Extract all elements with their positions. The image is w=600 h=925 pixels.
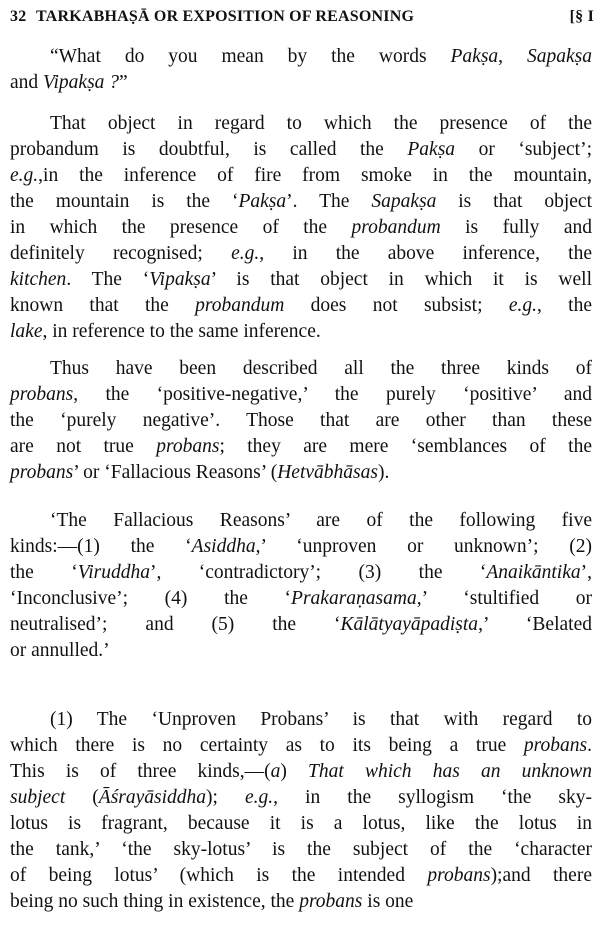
- text-run: ’ or ‘Fallacious Reasons’ (: [73, 462, 278, 483]
- text-run: , the: [536, 295, 592, 316]
- text-line: [10, 111, 592, 137]
- text-line: [10, 759, 592, 785]
- text-run: and: [10, 72, 44, 93]
- italic-text-run: subject: [10, 787, 66, 808]
- paragraph-fallacious-reasons: [10, 508, 592, 664]
- text-run: lotus is fragrant, because it is a lotus, like the lotus in: [10, 813, 592, 834]
- text-line: [10, 215, 592, 241]
- text-run: ).: [377, 462, 390, 483]
- italic-text-run: e.g.: [245, 787, 274, 808]
- text-run: ’, ‘contradictory’; (3) the ‘: [149, 562, 487, 583]
- paragraph-unproven-probans: [10, 707, 592, 915]
- text-run: ,’ ‘Belated: [478, 614, 592, 635]
- page-number: 32: [10, 8, 27, 25]
- italic-text-run: Anaikāntika: [486, 562, 581, 583]
- italic-text-run: probans: [299, 891, 363, 912]
- text-line: [10, 560, 592, 586]
- italic-text-run: Āśrayāsiddha: [98, 787, 207, 808]
- text-run: the mountain is the ‘: [10, 191, 239, 212]
- text-run: , the ‘positive-negative,’ the purely ‘positive’ and: [73, 384, 592, 405]
- italic-text-run: Sapakṣa: [371, 191, 437, 212]
- italic-text-run: probandum: [351, 217, 441, 238]
- text-run: (1) The ‘Unproven Probans’ is that with regard to: [50, 709, 592, 730]
- text-run: ,’ ‘unproven or unknown’; (2): [255, 536, 592, 557]
- text-run: are not true: [10, 436, 157, 457]
- text-line: [10, 612, 592, 638]
- italic-text-run: Sapakṣa: [527, 46, 592, 67]
- italic-text-run: probans: [156, 436, 220, 457]
- text-run: or annulled.’: [10, 640, 110, 661]
- text-line: [10, 241, 592, 267]
- italic-text-run: probans: [10, 384, 74, 405]
- text-run: ’. The: [286, 191, 372, 212]
- italic-text-run: probans: [523, 735, 588, 756]
- italic-text-run: probans: [427, 865, 491, 886]
- text-line: [10, 267, 592, 293]
- text-run: .: [587, 735, 592, 756]
- text-line: [10, 356, 592, 382]
- text-run: ,’ ‘stultified or: [416, 588, 592, 609]
- text-run: kinds:—(1) the ‘: [10, 536, 192, 557]
- text-run: , in the syllogism ‘the sky-: [273, 787, 592, 808]
- text-run: ‘The Fallacious Reasons’ are of the following five: [50, 510, 592, 531]
- italic-text-run: Prakaraṇasama: [291, 588, 417, 609]
- italic-text-run: probans: [10, 462, 74, 483]
- text-line: [10, 44, 592, 70]
- italic-text-run: kitchen: [10, 269, 67, 290]
- text-line: [10, 811, 592, 837]
- text-run: That object in regard to which the presence of the: [50, 113, 592, 134]
- italic-text-run: lake: [10, 321, 43, 342]
- text-line: [10, 889, 592, 915]
- text-line: [10, 837, 592, 863]
- text-run: which there is no certainty as to its being a true: [10, 735, 524, 756]
- italic-text-run: Pakṣa: [407, 139, 456, 160]
- text-run: ): [280, 761, 309, 782]
- text-line: [10, 638, 592, 664]
- text-run: ‘Inconclusive’; (4) the ‘: [10, 588, 292, 609]
- text-line: [10, 586, 592, 612]
- text-line: [10, 534, 592, 560]
- text-run: in which the presence of the: [10, 217, 352, 238]
- text-run: ,: [498, 46, 527, 67]
- text-run: );: [206, 787, 245, 808]
- text-line: [10, 408, 592, 434]
- text-run: );and there: [490, 865, 592, 886]
- text-run: known that the: [10, 295, 196, 316]
- text-line: [10, 163, 592, 189]
- running-title: TARKABHAṢĀ OR EXPOSITION OF REASONING: [36, 8, 415, 25]
- italic-text-run: e.g.: [10, 165, 39, 186]
- running-header: [10, 2, 594, 30]
- italic-text-run: That which has an unknown: [308, 761, 593, 782]
- text-run: the ‘: [10, 562, 78, 583]
- text-run: is fully and: [440, 217, 592, 238]
- italic-text-run: e.g.: [508, 295, 537, 316]
- text-line: [10, 733, 592, 759]
- italic-text-run: Asiddha: [191, 536, 256, 557]
- text-run: definitely recognised;: [10, 243, 232, 264]
- text-line: [10, 189, 592, 215]
- italic-text-run: e.g.: [231, 243, 260, 264]
- text-run: is that object: [436, 191, 592, 212]
- italic-text-run: Pakṣa: [238, 191, 287, 212]
- italic-text-run: probandum: [195, 295, 285, 316]
- text-run: or ‘subject’;: [455, 139, 592, 160]
- text-line: [10, 508, 592, 534]
- text-line: [10, 293, 592, 319]
- text-line: [10, 863, 592, 889]
- text-run: ’ is that object in which it is well: [210, 269, 592, 290]
- italic-text-run: Hetvābhāsas: [277, 462, 378, 483]
- text-line: [10, 70, 592, 96]
- italic-text-run: Vipakṣa ?: [43, 72, 120, 93]
- text-run: of being lotus’ (which is the intended: [10, 865, 428, 886]
- text-run: the ‘purely negative’. Those that are other than these: [10, 410, 592, 431]
- text-line: [10, 319, 592, 345]
- text-run: ’,: [580, 562, 592, 583]
- text-run: ; they are mere ‘semblances of the: [219, 436, 592, 457]
- paragraph-question: [10, 44, 592, 96]
- text-run: ,in the inference of fire from smoke in the mountain,: [38, 165, 592, 186]
- italic-text-run: Kālātyayāpadiṣta: [340, 614, 479, 635]
- text-run: probandum is doubtful, is called the: [10, 139, 408, 160]
- text-line: [10, 460, 592, 486]
- text-run: neutralised’; and (5) the ‘: [10, 614, 341, 635]
- text-run: “What do you mean by the words: [50, 46, 451, 67]
- italic-text-run: Vipakṣa: [149, 269, 211, 290]
- text-run: , in the above inference, the: [259, 243, 592, 264]
- paragraph-paksa-definition: [10, 111, 592, 345]
- text-run: ”: [119, 72, 128, 93]
- text-run: (: [65, 787, 99, 808]
- text-line: [10, 137, 592, 163]
- text-run: the tank,’ ‘the sky-lotus’ is the subject of the ‘character: [10, 839, 592, 860]
- text-run: , in reference to the same inference.: [42, 321, 321, 342]
- text-run: . The ‘: [66, 269, 150, 290]
- text-run: This is of three kinds,—(: [10, 761, 271, 782]
- italic-text-run: a: [270, 761, 281, 782]
- text-line: [10, 434, 592, 460]
- italic-text-run: Viruddha: [77, 562, 150, 583]
- text-run: being no such thing in existence, the: [10, 891, 300, 912]
- text-run: is one: [362, 891, 414, 912]
- text-line: [10, 382, 592, 408]
- section-marker: [§ I: [569, 8, 594, 25]
- text-line: [10, 785, 592, 811]
- text-run: does not subsist;: [284, 295, 509, 316]
- text-run: Thus have been described all the three kinds of: [50, 358, 592, 379]
- italic-text-run: Pakṣa: [450, 46, 499, 67]
- paragraph-three-kinds-of-probans: [10, 356, 592, 486]
- text-line: [10, 707, 592, 733]
